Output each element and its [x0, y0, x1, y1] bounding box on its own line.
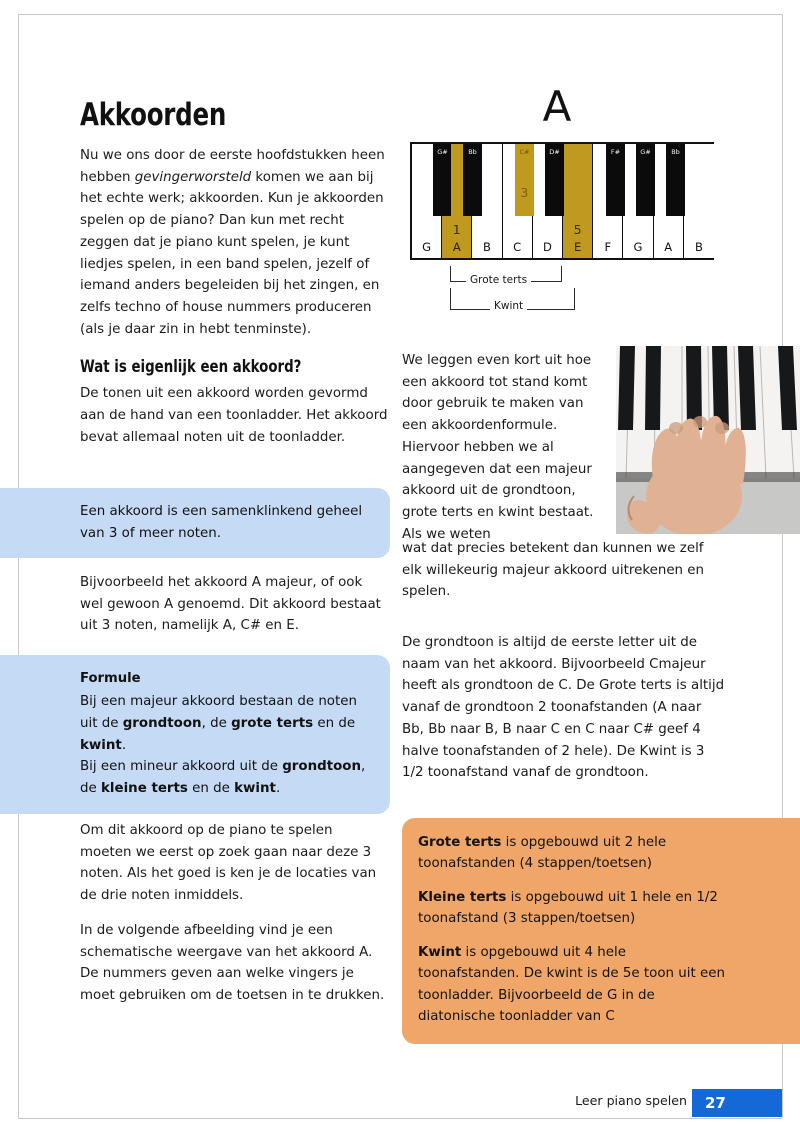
page-number-badge: 27 — [692, 1089, 782, 1117]
page-border-bottom — [18, 1118, 782, 1119]
interval-brackets — [410, 266, 714, 328]
formula-majeur-grote-terts: grote terts — [231, 716, 314, 732]
black-key-Fsharp[interactable] — [606, 144, 625, 216]
white-key-label: E — [573, 240, 582, 254]
formula-mineur-text-b: , de — [80, 759, 366, 797]
formula-mineur-grondtoon: grondtoon — [282, 759, 362, 775]
formula-mineur-kleine-terts: kleine terts — [101, 781, 188, 797]
white-key-label: G — [633, 240, 643, 254]
paragraph-voorbeeld-wrap — [80, 572, 388, 650]
black-key-label: G# — [437, 148, 448, 156]
paragraph-spelen: Om dit akkoord op de piano te spelen moeten we eerst op zoek gaan naar deze 3 noten. Als het goed is ken je de locaties van de drie noten inmiddels. — [80, 823, 377, 904]
formula-majeur-kwint: kwint — [80, 737, 122, 753]
chord-name-label: A — [542, 82, 572, 131]
formula-mineur-text-c: en de — [187, 781, 235, 797]
formula-mineur-kwint: kwint — [234, 781, 276, 797]
piano-keyboard-diagram — [410, 142, 714, 260]
white-key-label: G — [422, 240, 432, 254]
kwint-description: is opgebouwd uit 4 hele toonafstanden. De kwint is de 5e toon uit een toonladder. Bijvoorbeeld de G in de diatonische toonladder van C — [418, 944, 725, 1025]
black-key-Dsharp[interactable] — [545, 144, 564, 216]
paragraph-uitleg-continued — [402, 538, 727, 603]
white-key-B2[interactable] — [684, 144, 714, 258]
left-text-column — [80, 97, 388, 462]
intro-text-part2: komen we aan bij het echte werk; akkoorden. Kun je akkoorden spelen op de piano? Dan kun met recht zeggen dat je piano kunt spelen, je kunt liedjes spelen, in een band spelen, jezelf of iemand anders begeleiden bij het zingen, en zelfs techno of house nummers produceren (als je daar zin in hebt tenminste). — [80, 169, 384, 337]
black-key-label: Bb — [671, 148, 680, 156]
black-key-Gsharp1[interactable] — [433, 144, 452, 216]
black-key-label: Bb — [468, 148, 477, 156]
white-key-label: A — [664, 240, 673, 254]
intro-text-part1: Nu we ons door de eerste hoofdstukken heen hebben — [80, 148, 385, 185]
hand-on-piano-illustration — [616, 346, 800, 534]
gold-band-A — [451, 144, 462, 216]
finger-number: 1 — [452, 222, 461, 237]
white-key-label: B — [694, 240, 703, 254]
finger-number: 5 — [573, 222, 582, 237]
formula-majeur-text-a: Bij een majeur akkoord bestaan de noten uit de — [80, 694, 357, 732]
black-key-Gsharp2[interactable] — [636, 144, 655, 216]
paragraph-toonladder: De tonen uit een akkoord worden gevormd aan de hand van een toonladder. Het akkoord bevat allemaal noten uit de toonladder. — [80, 386, 388, 445]
callout-definition-text: Een akkoord is een samenklinkend geheel van 3 of meer noten. — [80, 504, 363, 541]
callout-item-grote-terts — [418, 832, 728, 875]
white-key-label: A — [452, 240, 461, 254]
black-key-Bb1[interactable] — [463, 144, 482, 216]
formula-mineur-text-d: . — [275, 781, 281, 797]
page-border-left — [18, 14, 19, 1118]
right-column — [402, 82, 732, 328]
bracket-kwint-label: Kwint — [490, 300, 527, 312]
callout-formula-line-majeur — [80, 691, 372, 756]
photo-hand-on-piano — [616, 346, 800, 534]
callout-formula-box — [0, 655, 390, 814]
keyboard-keys — [410, 142, 714, 260]
white-key-label: B — [483, 240, 491, 254]
white-key-label: F — [604, 240, 612, 254]
paragraph-grondtoon-text: De grondtoon is altijd de eerste letter uit de naam van het akkoord. Bijvoorbeeld Cmajeur heeft als grondtoon de C. De Grote terts is altijd vanaf de grondtoon 2 toonafstanden (A naar Bb, Bb naar B, B naar C en C naar C# geef 4 halve toonafstanden of 2 hele). De Kwint is 3 1/2 toonafstand vanaf de grondtoon. — [402, 635, 725, 781]
bracket-grote-terts-label: Grote terts — [466, 274, 531, 286]
callout-definition-box — [0, 488, 390, 558]
black-key-label: D# — [549, 148, 560, 156]
callout-formula-title: Formule — [80, 671, 141, 686]
formula-majeur-text-b: , de — [201, 716, 232, 732]
paragraph-voorbeeld: Bijvoorbeeld het akkoord A majeur, of ook wel gewoon A genoemd. Dit akkoord bestaat uit 3 noten, namelijk A, C# en E. — [80, 575, 381, 634]
paragraph-uitleg-narrow — [402, 350, 610, 545]
callout-formula-line-mineur — [80, 756, 372, 799]
callout-item-kwint — [418, 942, 728, 1028]
finger-number: 3 — [520, 186, 529, 200]
white-key-label: C — [513, 240, 522, 254]
grote-terts-term: Grote terts — [418, 835, 502, 850]
page-title: Akkoorden — [80, 97, 227, 133]
paragraph-intro — [80, 145, 388, 340]
section-heading: Wat is eigenlijk een akkoord? — [80, 357, 302, 377]
black-key-label: F# — [610, 148, 621, 156]
footer-book-title: Leer piano spelen — [575, 1093, 687, 1108]
kleine-terts-term: Kleine terts — [418, 889, 507, 905]
paragraph-afbeelding: In de volgende afbeelding vind je een schematische weergave van het akkoord A. De nummers geven aan welke vingers je moet gebruiken om de toetsen in te drukken. — [80, 922, 385, 1003]
black-key-label: C# — [519, 148, 530, 156]
formula-majeur-grondtoon: grondtoon — [122, 716, 202, 732]
paragraph-uitleg-continued-text: wat dat precies betekent dan kunnen we zelf elk willekeurig majeur akkoord uitrekenen en spelen. — [402, 541, 705, 600]
paragraph-grondtoon — [402, 632, 727, 784]
white-key-label: D — [542, 240, 552, 254]
kleine-terts-description: is opgebouwd uit 1 hele en 1/2 toonafstand (3 stappen/toetsen) — [418, 889, 718, 927]
gold-band-E — [572, 144, 583, 216]
left-lower-text — [80, 820, 388, 1020]
callout-intervals-box — [402, 818, 800, 1044]
callout-item-kleine-terts — [418, 887, 728, 930]
page-border-top — [18, 14, 782, 15]
black-key-label: G# — [640, 148, 651, 156]
formula-majeur-text-c: en de — [313, 716, 356, 732]
grote-terts-description: is opgebouwd uit 2 hele toonafstanden (4 stappen/toetsen) — [418, 835, 667, 872]
black-key-Csharp[interactable] — [515, 144, 534, 216]
black-key-Bb2[interactable] — [666, 144, 685, 216]
intro-italic-word: gevingerworsteld — [134, 169, 252, 185]
paragraph-uitleg-text: We leggen even kort uit hoe een akkoord tot stand komt door gebruik te maken van een akkoordenformule. Hiervoor hebben we al aangegeven dat een majeur akkoord uit de grondtoon, grote terts en kwint bestaat. Als we weten — [402, 353, 594, 542]
formula-mineur-text-a: Bij een mineur akkoord uit de — [80, 759, 283, 775]
formula-majeur-text-d: . — [121, 737, 127, 753]
kwint-term: Kwint — [418, 944, 462, 960]
